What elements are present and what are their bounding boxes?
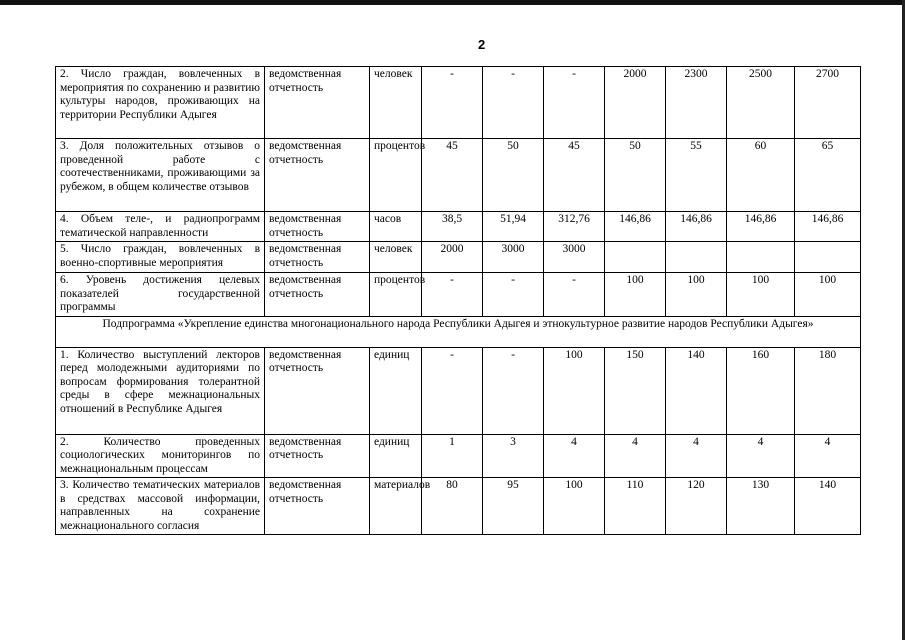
value-cell: 45 — [544, 139, 605, 212]
value-cell: - — [422, 347, 483, 434]
value-cell: 140 — [795, 478, 861, 535]
value-cell: 100 — [544, 478, 605, 535]
value-cell: 95 — [483, 478, 544, 535]
value-cell — [605, 242, 666, 273]
table-row — [56, 273, 861, 317]
value-cell: 2700 — [795, 67, 861, 139]
value-cell: 4 — [605, 434, 666, 478]
value-cell: 100 — [795, 273, 861, 317]
value-cell — [666, 242, 727, 273]
data-source: ведомственная отчетность — [265, 242, 370, 273]
table-row — [56, 212, 861, 242]
value-cell: - — [483, 273, 544, 317]
data-source: ведомственная отчетность — [265, 347, 370, 434]
indicator-name: 5. Число граждан, вовлеченных в военно-спортивные мероприятия — [56, 242, 265, 273]
value-cell: 2000 — [605, 67, 666, 139]
value-cell: 146,86 — [795, 212, 861, 242]
data-source: ведомственная отчетность — [265, 434, 370, 478]
value-cell: 140 — [666, 347, 727, 434]
value-cell — [795, 242, 861, 273]
value-cell: - — [422, 273, 483, 317]
value-cell: - — [483, 347, 544, 434]
value-cell: 60 — [727, 139, 795, 212]
value-cell: 130 — [727, 478, 795, 535]
indicators-table — [55, 66, 861, 535]
value-cell: 4 — [727, 434, 795, 478]
value-cell: 3 — [483, 434, 544, 478]
indicator-name: 4. Объем теле-, и радиопрограмм тематической направленности — [56, 212, 265, 242]
indicator-name: 1. Количество выступлений лекторов перед молодежными аудиториями по вопросам формирования толерантной среды в сфере межнациональных отношений в Республике Адыгея — [56, 347, 265, 434]
value-cell: 100 — [544, 347, 605, 434]
data-source: ведомственная отчетность — [265, 273, 370, 317]
value-cell: 146,86 — [666, 212, 727, 242]
value-cell: 100 — [605, 273, 666, 317]
value-cell: 3000 — [544, 242, 605, 273]
value-cell: 4 — [544, 434, 605, 478]
page-number: 2 — [478, 37, 486, 52]
subprogram-title: Подпрограмма «Укрепление единства многонационального народа Республики Адыгея и этнокультурное развитие народов Республики Адыгея» — [56, 316, 861, 347]
table-section-b — [56, 347, 861, 535]
indicator-name: 3. Количество тематических материалов в средствах массовой информации, направленных на сохранение межнационального согласия — [56, 478, 265, 535]
value-cell: 150 — [605, 347, 666, 434]
table-row — [56, 347, 861, 434]
value-cell: 4 — [795, 434, 861, 478]
value-cell: 50 — [483, 139, 544, 212]
value-cell: 2500 — [727, 67, 795, 139]
table-row — [56, 478, 861, 535]
value-cell: 180 — [795, 347, 861, 434]
unit: процентов — [370, 139, 422, 212]
indicator-name: 3. Доля положительных отзывов о проведенной работе с соотечественниками, проживающими за рубежом, в общем количестве отзывов — [56, 139, 265, 212]
value-cell: 110 — [605, 478, 666, 535]
value-cell: 65 — [795, 139, 861, 212]
value-cell: 51,94 — [483, 212, 544, 242]
value-cell: 2300 — [666, 67, 727, 139]
unit: процентов — [370, 273, 422, 317]
table-row — [56, 139, 861, 212]
indicator-name: 2. Число граждан, вовлеченных в мероприятия по сохранению и развитию культуры народов, проживающих на территории Республики Адыгея — [56, 67, 265, 139]
value-cell: 100 — [727, 273, 795, 317]
data-source: ведомственная отчетность — [265, 478, 370, 535]
value-cell: 1 — [422, 434, 483, 478]
unit: человек — [370, 242, 422, 273]
table-section-a — [56, 67, 861, 317]
table-section-subprogram — [56, 316, 861, 347]
data-source: ведомственная отчетность — [265, 67, 370, 139]
value-cell: 312,76 — [544, 212, 605, 242]
data-source: ведомственная отчетность — [265, 212, 370, 242]
value-cell: 146,86 — [605, 212, 666, 242]
value-cell: 2000 — [422, 242, 483, 273]
data-source: ведомственная отчетность — [265, 139, 370, 212]
value-cell: 160 — [727, 347, 795, 434]
table-row — [56, 67, 861, 139]
value-cell: 45 — [422, 139, 483, 212]
unit: единиц — [370, 434, 422, 478]
value-cell: - — [422, 67, 483, 139]
indicator-name: 6. Уровень достижения целевых показателей государственной программы — [56, 273, 265, 317]
value-cell: 3000 — [483, 242, 544, 273]
indicator-name: 2. Количество проведенных социологических мониторингов по межнациональным процессам — [56, 434, 265, 478]
value-cell: 80 — [422, 478, 483, 535]
value-cell: 100 — [666, 273, 727, 317]
value-cell: 120 — [666, 478, 727, 535]
unit: часов — [370, 212, 422, 242]
unit: единиц — [370, 347, 422, 434]
value-cell: - — [544, 67, 605, 139]
table-row — [56, 434, 861, 478]
unit: материалов — [370, 478, 422, 535]
value-cell: - — [483, 67, 544, 139]
value-cell: - — [544, 273, 605, 317]
value-cell: 55 — [666, 139, 727, 212]
value-cell — [727, 242, 795, 273]
unit: человек — [370, 67, 422, 139]
value-cell: 146,86 — [727, 212, 795, 242]
value-cell: 50 — [605, 139, 666, 212]
subprogram-row — [56, 316, 861, 347]
table-row — [56, 242, 861, 273]
value-cell: 38,5 — [422, 212, 483, 242]
value-cell: 4 — [666, 434, 727, 478]
scan-top-border — [0, 0, 905, 5]
